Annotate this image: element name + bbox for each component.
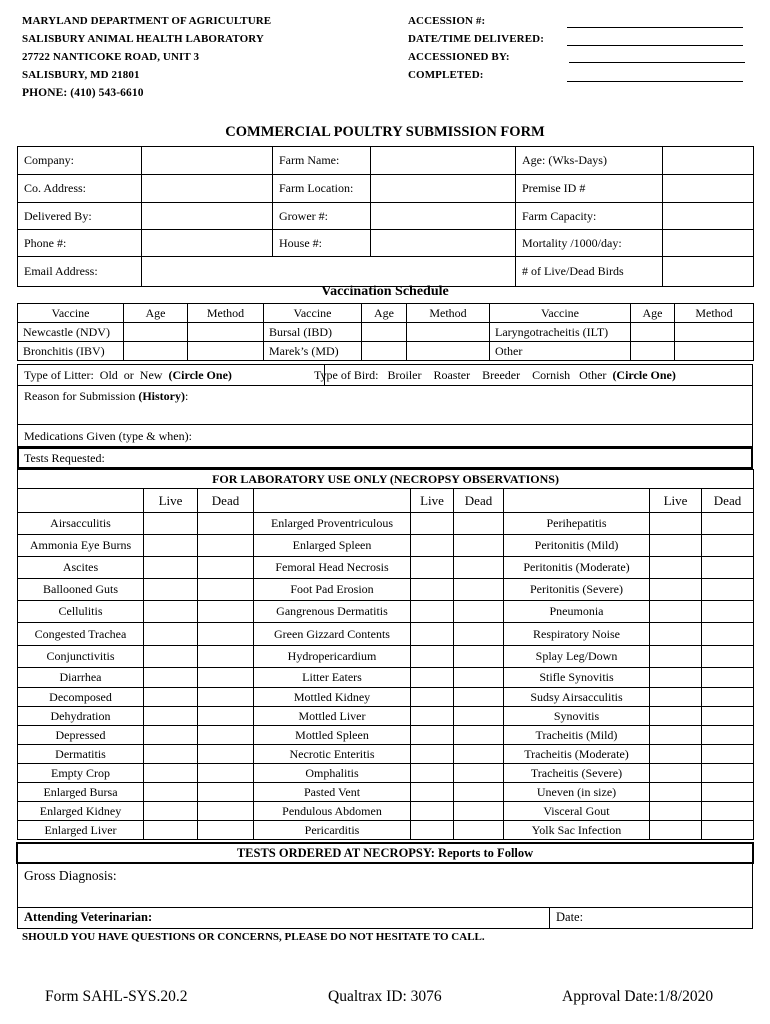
observation-label: Pneumonia <box>504 601 650 623</box>
vaccination-title: Vaccination Schedule <box>321 284 449 299</box>
observation-dead-field[interactable] <box>198 821 254 840</box>
vaccine-age-field[interactable] <box>124 342 188 361</box>
observation-dead-field[interactable] <box>198 601 254 623</box>
grower-field[interactable] <box>371 203 516 230</box>
vaccine-age-field[interactable] <box>631 342 675 361</box>
company-field[interactable] <box>142 147 273 175</box>
observation-dead-field[interactable] <box>198 623 254 646</box>
observation-live-field[interactable] <box>650 745 702 764</box>
observation-label: Conjunctivitis <box>18 646 144 668</box>
observation-dead-field[interactable] <box>198 535 254 557</box>
observation-dead-field[interactable] <box>702 513 754 535</box>
tests-requested-label: Tests Requested: <box>24 451 105 465</box>
observation-dead-field[interactable] <box>702 688 754 707</box>
lab-address: 27722 NANTICOKE ROAD, UNIT 3 <box>22 51 200 63</box>
observation-label: Dehydration <box>18 707 144 726</box>
observation-live-field[interactable] <box>144 764 198 783</box>
vaccine-other: Other <box>490 342 631 361</box>
observation-live-field[interactable] <box>144 745 198 764</box>
observation-label: Depressed <box>18 726 144 745</box>
observation-live-field[interactable] <box>650 668 702 688</box>
phone-label: Phone #: <box>18 230 142 257</box>
age-header: Age <box>631 304 675 323</box>
email-label: Email Address: <box>18 257 142 287</box>
observation-label: Perihepatitis <box>504 513 650 535</box>
observation-dead-field[interactable] <box>454 783 504 802</box>
dead-header: Dead <box>198 489 254 513</box>
mortality-label: Mortality /1000/day: <box>516 230 663 257</box>
observation-live-field[interactable] <box>144 726 198 745</box>
observation-label: Necrotic Enteritis <box>254 745 411 764</box>
observation-label: Empty Crop <box>18 764 144 783</box>
form-title: COMMERCIAL POULTRY SUBMISSION FORM <box>225 124 545 140</box>
observation-dead-field[interactable] <box>454 646 504 668</box>
delivered-by-field[interactable] <box>142 203 273 230</box>
observation-label: Synovitis <box>504 707 650 726</box>
lab-subname: SALISBURY ANIMAL HEALTH LABORATORY <box>22 33 264 45</box>
vaccine-ilt: Laryngotracheitis (ILT) <box>490 323 631 342</box>
observation-label: Tracheitis (Severe) <box>504 764 650 783</box>
observation-live-field[interactable] <box>411 821 454 840</box>
observation-label: Congested Trachea <box>18 623 144 646</box>
observation-dead-field[interactable] <box>702 707 754 726</box>
observation-dead-field[interactable] <box>702 579 754 601</box>
observation-dead-field[interactable] <box>702 745 754 764</box>
observation-live-field[interactable] <box>411 764 454 783</box>
farm-capacity-label: Farm Capacity: <box>516 203 663 230</box>
observation-label: Femoral Head Necrosis <box>254 557 411 579</box>
observation-dead-field[interactable] <box>702 821 754 840</box>
necropsy-title: FOR LABORATORY USE ONLY (NECROPSY OBSERVATIONS) <box>18 470 754 489</box>
vaccine-method-field[interactable] <box>188 323 264 342</box>
reason-box[interactable] <box>17 385 753 425</box>
vaccination-table <box>17 303 754 361</box>
observation-live-field[interactable] <box>144 513 198 535</box>
vaccine-method-field[interactable] <box>675 323 754 342</box>
observation-live-field[interactable] <box>650 557 702 579</box>
observation-label: Mottled Kidney <box>254 688 411 707</box>
observation-label: Respiratory Noise <box>504 623 650 646</box>
grower-label: Grower #: <box>273 203 371 230</box>
delivered-by-label: Delivered By: <box>18 203 142 230</box>
observation-dead-field[interactable] <box>198 802 254 821</box>
age-field[interactable] <box>663 147 754 175</box>
observation-live-field[interactable] <box>650 802 702 821</box>
observation-dead-field[interactable] <box>702 623 754 646</box>
co-address-field[interactable] <box>142 175 273 203</box>
observation-dead-field[interactable] <box>454 668 504 688</box>
observation-dead-field[interactable] <box>198 668 254 688</box>
attending-vet-label: Attending Veterinarian: <box>24 910 153 924</box>
observation-dead-field[interactable] <box>454 557 504 579</box>
lab-city: SALISBURY, MD 21801 <box>22 69 140 81</box>
observation-dead-field[interactable] <box>702 646 754 668</box>
observation-label: Ammonia Eye Burns <box>18 535 144 557</box>
observation-dead-field[interactable] <box>198 783 254 802</box>
gross-diagnosis-label: Gross Diagnosis: <box>24 868 117 883</box>
lab-phone: PHONE: (410) 543-6610 <box>22 87 144 99</box>
observation-live-field[interactable] <box>650 821 702 840</box>
tests-requested-box[interactable] <box>17 447 753 469</box>
observation-dead-field[interactable] <box>198 579 254 601</box>
method-header: Method <box>188 304 264 323</box>
observation-dead-field[interactable] <box>702 802 754 821</box>
observation-label: Airsacculitis <box>18 513 144 535</box>
observation-label: Ascites <box>18 557 144 579</box>
observation-label: Tracheitis (Moderate) <box>504 745 650 764</box>
lab-name: MARYLAND DEPARTMENT OF AGRICULTURE <box>22 15 272 27</box>
house-field[interactable] <box>371 230 516 257</box>
observation-dead-field[interactable] <box>198 726 254 745</box>
observation-label: Stifle Synovitis <box>504 668 650 688</box>
vaccine-age-field[interactable] <box>362 342 407 361</box>
vaccine-method-field[interactable] <box>407 323 490 342</box>
observation-label: Enlarged Liver <box>18 821 144 840</box>
observation-live-field[interactable] <box>411 783 454 802</box>
litter-type-row <box>17 364 753 385</box>
bird-type-label[interactable]: Type of Bird: Broiler Roaster Breeder Cornish Other (Circle One) <box>314 368 676 382</box>
live-header: Live <box>144 489 198 513</box>
observation-label: Tracheitis (Mild) <box>504 726 650 745</box>
observation-live-field[interactable] <box>411 707 454 726</box>
gross-diagnosis-box[interactable] <box>17 864 753 908</box>
observation-dead-field[interactable] <box>198 557 254 579</box>
live-header: Live <box>650 489 702 513</box>
observation-live-field[interactable] <box>411 688 454 707</box>
house-label: House #: <box>273 230 371 257</box>
observation-live-field[interactable] <box>411 623 454 646</box>
observation-label: Peritonitis (Moderate) <box>504 557 650 579</box>
observation-label: Gangrenous Dermatitis <box>254 601 411 623</box>
dead-header: Dead <box>454 489 504 513</box>
observation-live-field[interactable] <box>411 745 454 764</box>
observation-label: Diarrhea <box>18 668 144 688</box>
date-label: Date: <box>556 910 584 924</box>
litter-type-label[interactable]: Type of Litter: Old or New (Circle One) <box>24 368 232 382</box>
medications-box[interactable] <box>17 425 753 447</box>
qualtrax-id: Qualtrax ID: 3076 <box>328 988 442 1005</box>
medications-label: Medications Given (type & when): <box>24 429 192 443</box>
observation-dead-field[interactable] <box>702 668 754 688</box>
observation-label: Uneven (in size) <box>504 783 650 802</box>
observation-live-field[interactable] <box>650 707 702 726</box>
age-header: Age <box>362 304 407 323</box>
live-header: Live <box>411 489 454 513</box>
observation-dead-field[interactable] <box>198 745 254 764</box>
observation-dead-field[interactable] <box>198 513 254 535</box>
observation-dead-field[interactable] <box>454 745 504 764</box>
observation-live-field[interactable] <box>650 535 702 557</box>
co-address-label: Co. Address: <box>18 175 142 203</box>
method-header: Method <box>675 304 754 323</box>
observation-dead-field[interactable] <box>454 764 504 783</box>
vaccine-header: Vaccine <box>264 304 362 323</box>
observation-label: Yolk Sac Infection <box>504 821 650 840</box>
farm-capacity-field[interactable] <box>663 203 754 230</box>
observation-label: Pasted Vent <box>254 783 411 802</box>
observation-live-field[interactable] <box>650 513 702 535</box>
observation-label: Ballooned Guts <box>18 579 144 601</box>
vaccine-ibv: Bronchitis (IBV) <box>18 342 124 361</box>
farm-name-label: Farm Name: <box>273 147 371 175</box>
observation-dead-field[interactable] <box>702 726 754 745</box>
vaccine-md: Marek’s (MD) <box>264 342 362 361</box>
vaccine-header: Vaccine <box>18 304 124 323</box>
observation-live-field[interactable] <box>650 623 702 646</box>
observation-label: Litter Eaters <box>254 668 411 688</box>
vaccine-method-field[interactable] <box>188 342 264 361</box>
observation-live-field[interactable] <box>144 688 198 707</box>
observation-dead-field[interactable] <box>454 726 504 745</box>
observation-live-field[interactable] <box>144 557 198 579</box>
observation-live-field[interactable] <box>411 668 454 688</box>
observation-live-field[interactable] <box>411 557 454 579</box>
farm-location-field[interactable] <box>371 175 516 203</box>
vaccine-header: Vaccine <box>490 304 631 323</box>
observation-label: Peritonitis (Mild) <box>504 535 650 557</box>
observation-live-field[interactable] <box>650 783 702 802</box>
attending-vet-box[interactable] <box>17 908 753 929</box>
observation-live-field[interactable] <box>144 579 198 601</box>
completed-field[interactable] <box>567 81 743 82</box>
observation-live-field[interactable] <box>144 707 198 726</box>
observation-label: Decomposed <box>18 688 144 707</box>
observation-dead-field[interactable] <box>198 707 254 726</box>
observation-label: Green Gizzard Contents <box>254 623 411 646</box>
vaccine-age-field[interactable] <box>362 323 407 342</box>
observation-label: Hydropericardium <box>254 646 411 668</box>
observation-live-field[interactable] <box>411 802 454 821</box>
observation-dead-field[interactable] <box>454 802 504 821</box>
observation-live-field[interactable] <box>650 688 702 707</box>
company-label: Company: <box>18 147 142 175</box>
observation-label: Sudsy Airsacculitis <box>504 688 650 707</box>
email-field[interactable] <box>142 257 516 287</box>
method-header: Method <box>407 304 490 323</box>
reason-label: Reason for Submission (History): <box>24 389 189 403</box>
dead-header: Dead <box>702 489 754 513</box>
approval-date: Approval Date:1/8/2020 <box>562 988 714 1005</box>
phone-field[interactable] <box>142 230 273 257</box>
age-header: Age <box>124 304 188 323</box>
observation-label: Cellulitis <box>18 601 144 623</box>
observation-dead-field[interactable] <box>198 688 254 707</box>
observation-label: Enlarged Kidney <box>18 802 144 821</box>
observation-live-field[interactable] <box>144 623 198 646</box>
observation-live-field[interactable] <box>411 601 454 623</box>
observation-live-field[interactable] <box>144 783 198 802</box>
observation-live-field[interactable] <box>650 579 702 601</box>
farm-location-label: Farm Location: <box>273 175 371 203</box>
observation-label: Enlarged Bursa <box>18 783 144 802</box>
accessioned-by-field[interactable] <box>569 62 745 63</box>
vaccine-age-field[interactable] <box>124 323 188 342</box>
observation-label: Enlarged Spleen <box>254 535 411 557</box>
observation-dead-field[interactable] <box>702 783 754 802</box>
observation-live-field[interactable] <box>411 646 454 668</box>
farm-info-table <box>17 146 754 287</box>
farm-name-field[interactable] <box>371 147 516 175</box>
observation-live-field[interactable] <box>144 668 198 688</box>
observation-live-field[interactable] <box>144 802 198 821</box>
observation-dead-field[interactable] <box>454 579 504 601</box>
observation-live-field[interactable] <box>650 646 702 668</box>
observation-dead-field[interactable] <box>454 707 504 726</box>
necropsy-table <box>17 469 754 840</box>
observation-dead-field[interactable] <box>702 535 754 557</box>
observation-dead-field[interactable] <box>454 601 504 623</box>
observation-dead-field[interactable] <box>454 513 504 535</box>
observation-live-field[interactable] <box>411 579 454 601</box>
age-label: Age: (Wks-Days) <box>516 147 663 175</box>
mortality-field[interactable] <box>663 230 754 257</box>
observation-label: Pendulous Abdomen <box>254 802 411 821</box>
observation-label: Foot Pad Erosion <box>254 579 411 601</box>
form-number: Form SAHL-SYS.20.2 <box>45 988 188 1005</box>
premise-id-label: Premise ID # <box>516 175 663 203</box>
observation-label: Peritonitis (Severe) <box>504 579 650 601</box>
observation-dead-field[interactable] <box>702 557 754 579</box>
observation-live-field[interactable] <box>144 535 198 557</box>
observation-live-field[interactable] <box>144 821 198 840</box>
vaccine-method-field[interactable] <box>675 342 754 361</box>
observation-label: Mottled Liver <box>254 707 411 726</box>
accession-label: ACCESSION #: <box>408 15 486 27</box>
accession-field[interactable] <box>567 27 743 28</box>
live-dead-field[interactable] <box>663 257 754 287</box>
observation-label: Enlarged Proventriculous <box>254 513 411 535</box>
vaccine-ibd: Bursal (IBD) <box>264 323 362 342</box>
vaccine-ndv: Newcastle (NDV) <box>18 323 124 342</box>
observation-live-field[interactable] <box>650 601 702 623</box>
observation-label: Pericarditis <box>254 821 411 840</box>
observation-label: Dermatitis <box>18 745 144 764</box>
observation-dead-field[interactable] <box>454 688 504 707</box>
date-delivered-field[interactable] <box>567 45 743 46</box>
questions-note: SHOULD YOU HAVE QUESTIONS OR CONCERNS, PLEASE DO NOT HESITATE TO CALL. <box>22 931 485 943</box>
live-dead-label: # of Live/Dead Birds <box>516 257 663 287</box>
observation-dead-field[interactable] <box>702 764 754 783</box>
observation-live-field[interactable] <box>144 646 198 668</box>
observation-live-field[interactable] <box>411 535 454 557</box>
observation-live-field[interactable] <box>650 764 702 783</box>
vaccine-method-field[interactable] <box>407 342 490 361</box>
observation-dead-field[interactable] <box>198 646 254 668</box>
observation-dead-field[interactable] <box>454 535 504 557</box>
observation-live-field[interactable] <box>411 726 454 745</box>
observation-dead-field[interactable] <box>454 821 504 840</box>
observation-label: Splay Leg/Down <box>504 646 650 668</box>
accessioned-by-label: ACCESSIONED BY: <box>408 51 510 63</box>
tests-ordered-label: TESTS ORDERED AT NECROPSY: Reports to Follow <box>236 846 534 860</box>
observation-dead-field[interactable] <box>454 623 504 646</box>
observation-dead-field[interactable] <box>702 601 754 623</box>
premise-id-field[interactable] <box>663 175 754 203</box>
completed-label: COMPLETED: <box>408 69 484 81</box>
observation-label: Mottled Spleen <box>254 726 411 745</box>
vaccine-age-field[interactable] <box>631 323 675 342</box>
observation-live-field[interactable] <box>411 513 454 535</box>
tests-ordered-banner <box>16 842 754 864</box>
observation-live-field[interactable] <box>144 601 198 623</box>
observation-dead-field[interactable] <box>198 764 254 783</box>
observation-label: Omphalitis <box>254 764 411 783</box>
observation-label: Visceral Gout <box>504 802 650 821</box>
observation-live-field[interactable] <box>650 726 702 745</box>
date-delivered-label: DATE/TIME DELIVERED: <box>408 33 544 45</box>
